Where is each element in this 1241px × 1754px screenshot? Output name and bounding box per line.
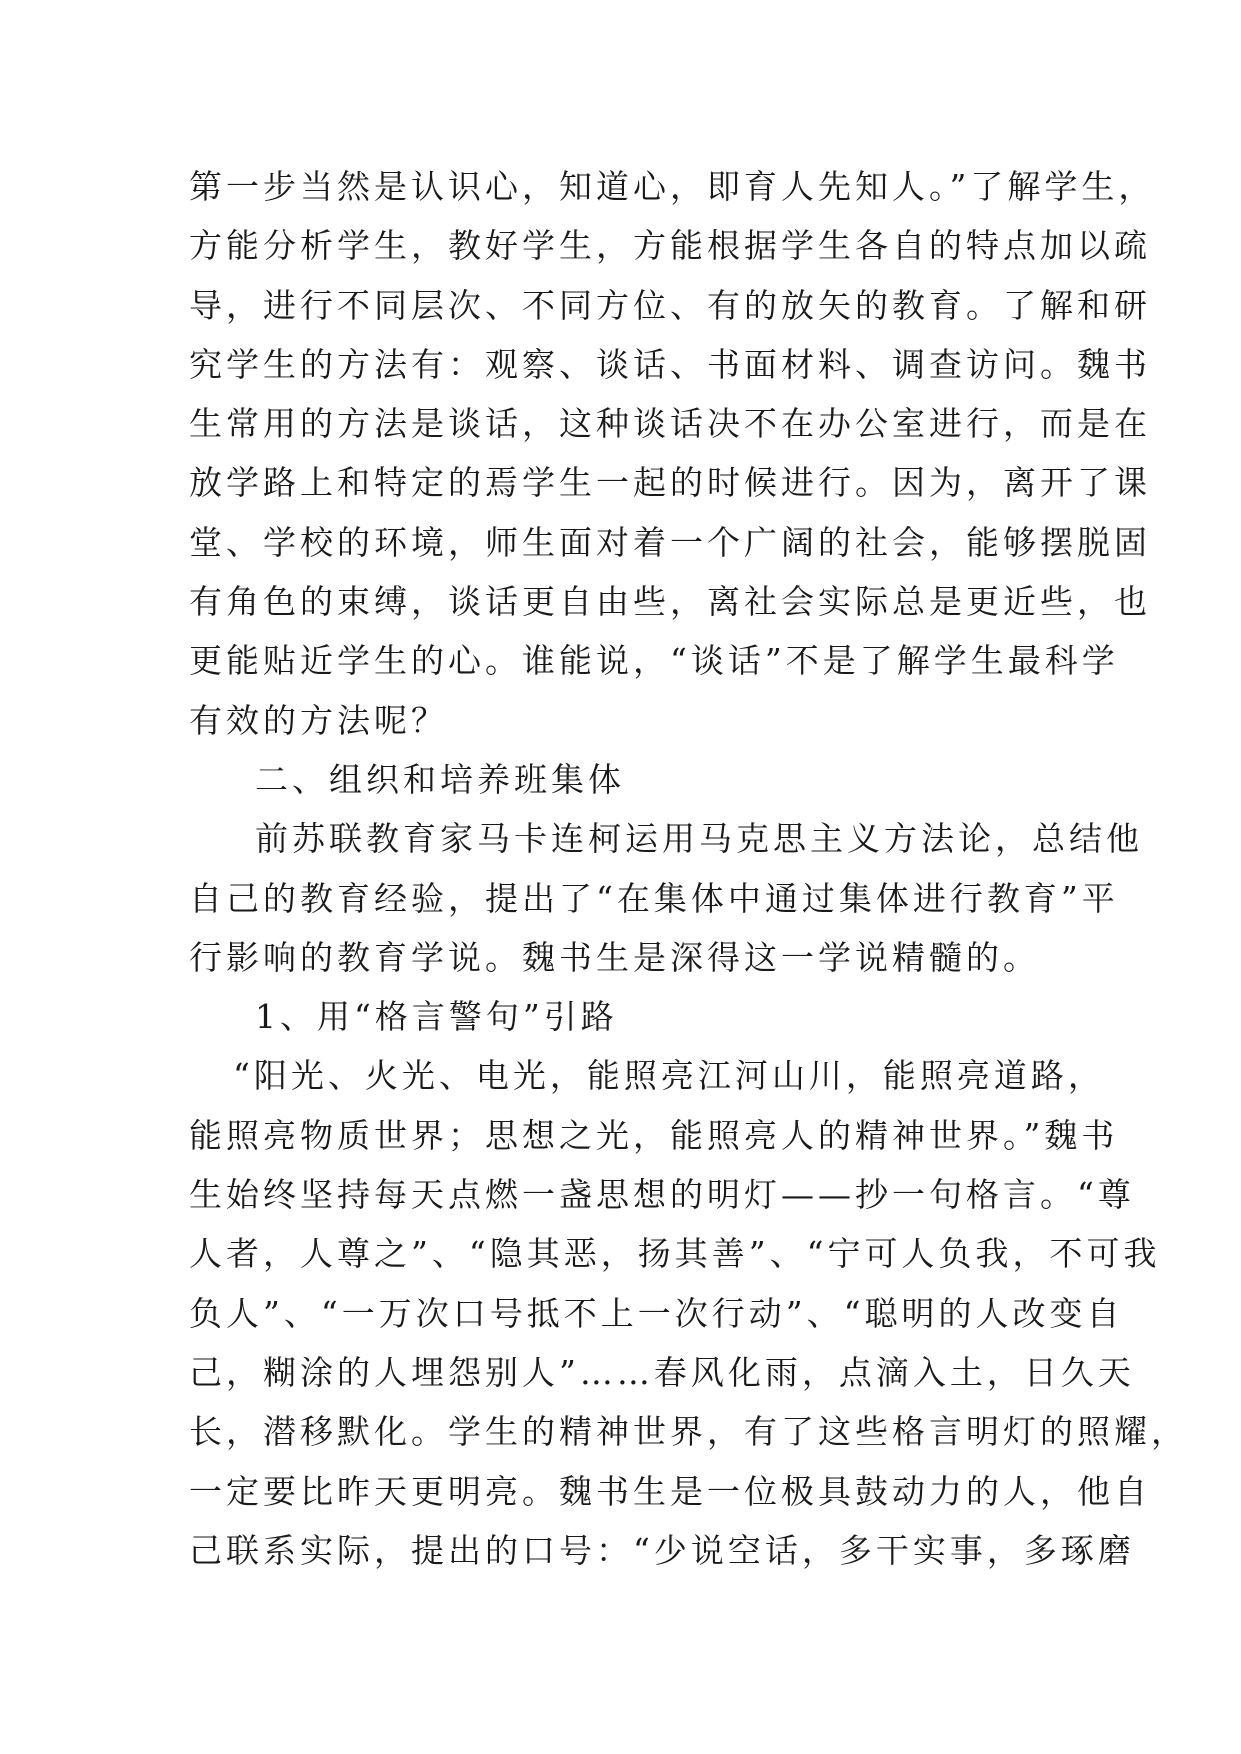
text-line: 方能分析学生，教好学生，方能根据学生各自的特点加以疏 — [189, 226, 1151, 266]
text-line: 己联系实际，提出的口号：“少说空话，多干实事，多琢磨 — [189, 1530, 1135, 1570]
text-line: 能照亮物质世界；思想之光，能照亮人的精神世界。”魏书 — [189, 1115, 1119, 1155]
text-line: 己，糊涂的人埋怨别人”……春风化雨，点滴入土，日久天 — [189, 1352, 1135, 1392]
text-line: 长，潜移默化。学生的精神世界，有了这些格言明灯的照耀， — [189, 1412, 1188, 1452]
text-line: 有效的方法呢？ — [189, 700, 448, 740]
text-line: 一定要比昨天更明亮。魏书生是一位极具鼓动力的人，他自 — [189, 1471, 1151, 1511]
text-line: 生始终坚持每天点燃一盏思想的明灯——抄一句格言。“尊 — [189, 1175, 1135, 1215]
text-line: 人者，人尊之”、“隐其恶，扬其善”、“宁可人负我，不可我 — [189, 1234, 1161, 1274]
text-line: 放学路上和特定的焉学生一起的时候进行。因为，离开了课 — [189, 463, 1151, 503]
text-line: 究学生的方法有：观察、谈话、书面材料、调查访问。魏书 — [189, 344, 1151, 384]
text-line: “阳光、火光、电光，能照亮江河山川，能照亮道路， — [233, 1056, 1105, 1096]
text-line: 第一步当然是认识心，知道心，即育人先知人。”了解学生， — [189, 167, 1156, 206]
text-line: 行影响的教育学说。魏书生是深得这一学说精髓的。 — [189, 937, 1040, 977]
text-line: 堂、学校的环境，师生面对着一个广阔的社会，能够摆脱固 — [189, 522, 1151, 562]
subsection-heading: 1、用“格言警句”引路 — [255, 997, 618, 1037]
text-line: 前苏联教育家马卡连柯运用马克思主义方法论，总结他 — [255, 819, 1143, 859]
text-line: 生常用的方法是谈话，这种谈话决不在办公室进行，而是在 — [189, 404, 1151, 444]
text-line: 有角色的束缚，谈话更自由些，离社会实际总是更近些，也 — [189, 582, 1151, 622]
text-line: 负人”、“一万次口号抵不上一次行动”、“聪明的人改变自 — [189, 1293, 1124, 1333]
body-text — [189, 157, 1188, 1580]
text-line: 更能贴近学生的心。谁能说，“谈话”不是了解学生最科学 — [189, 641, 1119, 681]
section-heading: 二、组织和培养班集体 — [255, 759, 625, 799]
text-line: 导，进行不同层次、不同方位、有的放矢的教育。了解和研 — [189, 285, 1151, 325]
text-line: 自己的教育经验，提出了“在集体中通过集体进行教育”平 — [189, 878, 1119, 918]
